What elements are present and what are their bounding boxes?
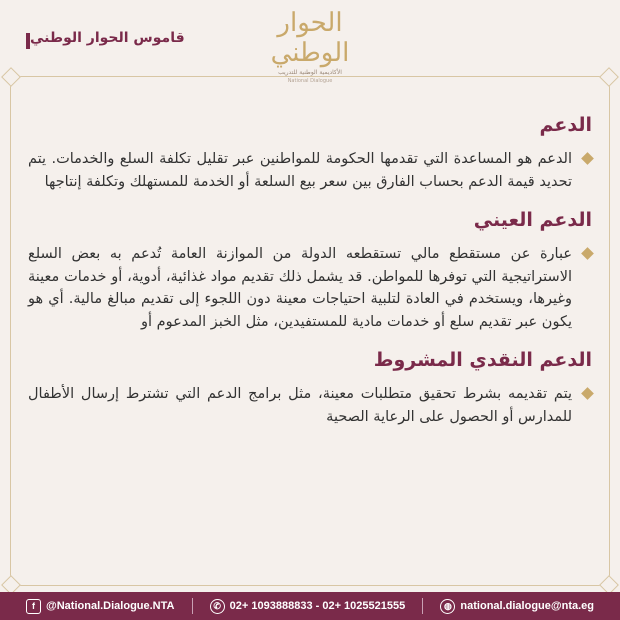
facebook-handle: @National.Dialogue.NTA	[46, 600, 175, 612]
section-title: الدعم العيني	[473, 209, 592, 231]
logo-subtitle-2: National Dialogue	[287, 78, 333, 84]
content	[28, 112, 592, 442]
footer-divider	[422, 598, 423, 614]
footer-email[interactable]	[440, 599, 594, 614]
phone-numbers: 02+ 1093888833 - 02+ 1025521555	[229, 600, 406, 612]
section-body-text: الدعم هو المساعدة التي تقدمها الحكومة للمواطنين عبر تقليل تكلفة السلع والخدمات. يتم تحديد قيمة الدعم بحساب الفارق بين سعر بيع السلعة أو الخدمة للمستهلك وتكلفة إنتاجها	[28, 151, 572, 190]
globe-icon: ◍	[440, 599, 455, 614]
dictionary-title: قاموس الحوار الوطني	[30, 30, 185, 46]
header	[0, 0, 620, 84]
footer-facebook[interactable]	[26, 599, 174, 614]
footer	[0, 592, 620, 620]
logo	[255, 8, 365, 84]
footer-divider	[192, 598, 193, 614]
section-body-text: عبارة عن مستقطع مالي تستقطعه الدولة من الموازنة العامة تُدعم به بعض السلع الاستراتيجية التي توفرها للمواطن. قد يشمل ذلك تقديم مواد غذائية، أدوية، أو خدمات معينة وغيرها، ويستخدم في العادة لتلبية احتياجات معينة دون اللجوء إلى تقديم مبالغ مالية. أي هو يكون عبر تقديم سلع أو خدمات مادية للمستفيدين، مثل الخبز المدعوم أو	[28, 246, 572, 330]
logo-text: الحوار الوطني	[270, 8, 350, 68]
section-in-kind-subsidy	[28, 207, 592, 333]
diamond-bullet-icon	[581, 247, 594, 260]
section-body	[28, 243, 592, 333]
whatsapp-icon: ✆	[210, 599, 225, 614]
section-body-text: يتم تقديمه بشرط تحقيق متطلبات معينة، مثل برامج الدعم التي تشترط إرسال الأطفال للمدارس أو الحصول على الرعاية الصحية	[28, 386, 572, 425]
section-title: الدعم النقدي المشروط	[373, 349, 592, 371]
section-title: الدعم	[539, 114, 592, 136]
diamond-bullet-icon	[581, 387, 594, 400]
section-body	[28, 383, 592, 428]
facebook-icon: f	[26, 599, 41, 614]
section-body	[28, 148, 592, 193]
section-subsidy	[28, 112, 592, 193]
diamond-bullet-icon	[581, 152, 594, 165]
email-address: national.dialogue@nta.eg	[460, 600, 594, 612]
section-conditional-cash-subsidy	[28, 347, 592, 428]
logo-subtitle: الأكاديمية الوطنية للتدريب	[278, 69, 342, 76]
footer-phones[interactable]	[210, 599, 406, 614]
